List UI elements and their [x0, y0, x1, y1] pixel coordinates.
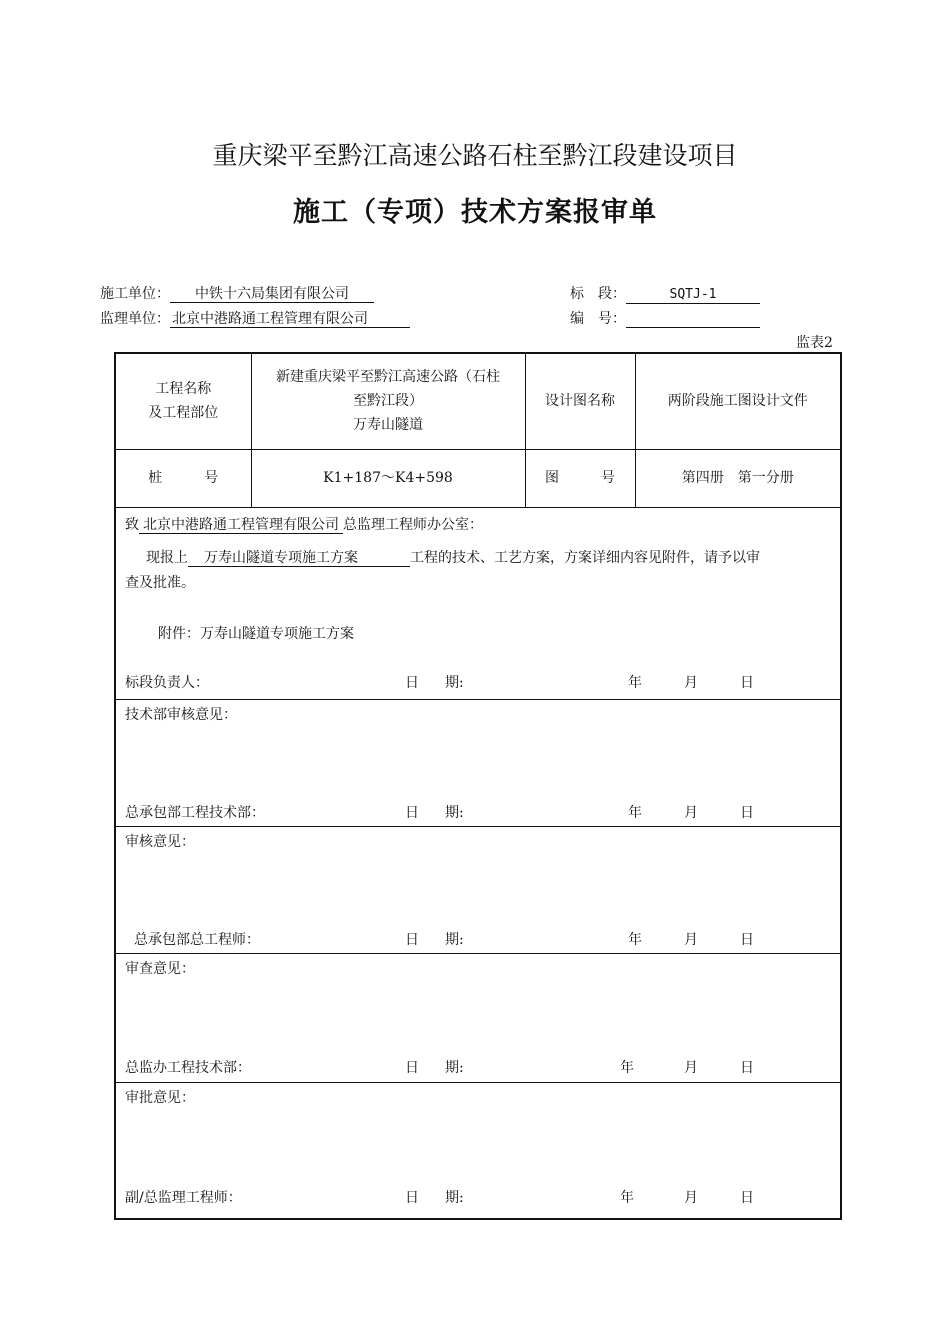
inspection-section	[116, 954, 840, 1082]
date-month: 月	[684, 804, 698, 821]
date-ri: 日	[405, 674, 419, 691]
date-day: 日	[740, 1189, 754, 1206]
submission-signer: 标段负责人：	[125, 674, 209, 691]
tech-review-signer: 总承包部工程技术部：	[125, 804, 265, 821]
section-value: SQTJ-1	[626, 287, 760, 304]
design-name-value: 两阶段施工图设计文件	[635, 353, 841, 449]
date-month: 月	[684, 931, 698, 948]
body-item: 万寿山隧道专项施工方案	[188, 550, 410, 567]
number-label: 编 号：	[570, 311, 626, 327]
date-qi: 期:	[445, 804, 464, 821]
number-row	[570, 308, 760, 328]
date-day: 日	[740, 804, 754, 821]
audit-section	[116, 827, 840, 953]
approval-form-table	[114, 352, 842, 1220]
contractor-row	[100, 283, 374, 303]
to-org: 北京中港路通工程管理有限公司	[139, 517, 343, 534]
date-year: 年	[620, 1189, 634, 1206]
drawing-value: 第四册 第一分册	[635, 449, 841, 507]
submission-row	[115, 507, 841, 699]
inspection-signer: 总监办工程技术部：	[125, 1059, 251, 1076]
submission-section	[116, 508, 840, 699]
date-year: 年	[620, 1059, 634, 1076]
contractor-value: 中铁十六局集团有限公司	[170, 286, 374, 303]
design-name-label: 设计图名称	[525, 353, 635, 449]
date-ri: 日	[405, 804, 419, 821]
date-day: 日	[740, 674, 754, 691]
inspection-heading: 审查意见：	[125, 960, 195, 977]
audit-heading: 审核意见：	[125, 833, 195, 850]
date-qi: 期:	[445, 674, 464, 691]
station-row	[115, 449, 841, 507]
date-ri: 日	[405, 1189, 419, 1206]
supervisor-row	[100, 308, 410, 328]
submission-to	[125, 514, 483, 534]
section-label: 标 段：	[570, 286, 626, 302]
tech-review-row	[115, 699, 841, 826]
submission-body	[146, 547, 760, 567]
project-info-row	[115, 353, 841, 449]
approval-section	[116, 1083, 840, 1218]
tech-review-heading: 技术部审核意见：	[125, 706, 237, 723]
date-day: 日	[740, 931, 754, 948]
number-value	[626, 311, 760, 328]
approval-heading: 审批意见：	[125, 1089, 195, 1106]
project-name-value-line3: 万寿山隧道	[353, 417, 423, 434]
contractor-label: 施工单位：	[100, 286, 170, 302]
date-qi: 期:	[445, 1059, 464, 1076]
to-suffix: 总监理工程师办公室：	[343, 516, 483, 533]
project-name-label-line2: 及工程部位	[148, 405, 219, 422]
project-title: 重庆梁平至黔江高速公路石柱至黔江段建设项目	[212, 141, 738, 170]
date-day: 日	[740, 1059, 754, 1076]
to-prefix: 致	[125, 516, 139, 533]
form-title: 施工（专项）技术方案报审单	[293, 197, 657, 228]
approval-signer: 副/总监理工程师：	[125, 1189, 242, 1206]
date-qi: 期:	[445, 1189, 464, 1206]
body-suffix: 工程的技术、工艺方案，方案详细内容见附件，请予以审	[410, 549, 760, 566]
section-row	[570, 283, 760, 304]
body-prefix: 现报上	[146, 549, 188, 566]
date-year: 年	[628, 931, 642, 948]
date-month: 月	[684, 1189, 698, 1206]
date-year: 年	[628, 804, 642, 821]
station-label: 桩 号	[115, 449, 251, 507]
date-ri: 日	[405, 1059, 419, 1076]
project-name-label-line1: 工程名称	[155, 381, 212, 398]
inspection-row	[115, 953, 841, 1082]
date-month: 月	[684, 1059, 698, 1076]
audit-signer: 总承包部总工程师：	[134, 931, 260, 948]
submission-body-line2: 查及批准。	[125, 574, 195, 591]
audit-row	[115, 826, 841, 953]
project-name-label	[115, 353, 251, 449]
form-code: 监表2	[796, 335, 833, 351]
date-year: 年	[628, 674, 642, 691]
project-name-value-line1: 新建重庆梁平至黔江高速公路（石柱	[276, 369, 500, 386]
project-name-value	[251, 353, 525, 449]
submission-attachment: 附件：万寿山隧道专项施工方案	[158, 625, 354, 642]
supervisor-label: 监理单位：	[100, 311, 170, 327]
supervisor-value: 北京中港路通工程管理有限公司	[170, 311, 410, 328]
tech-review-section	[116, 700, 840, 826]
date-month: 月	[684, 674, 698, 691]
drawing-label: 图 号	[525, 449, 635, 507]
date-qi: 期:	[445, 931, 464, 948]
date-ri: 日	[405, 931, 419, 948]
station-value: K1+187～K4+598	[251, 449, 525, 507]
approval-row	[115, 1082, 841, 1219]
project-name-value-line2: 至黔江段）	[353, 393, 423, 410]
